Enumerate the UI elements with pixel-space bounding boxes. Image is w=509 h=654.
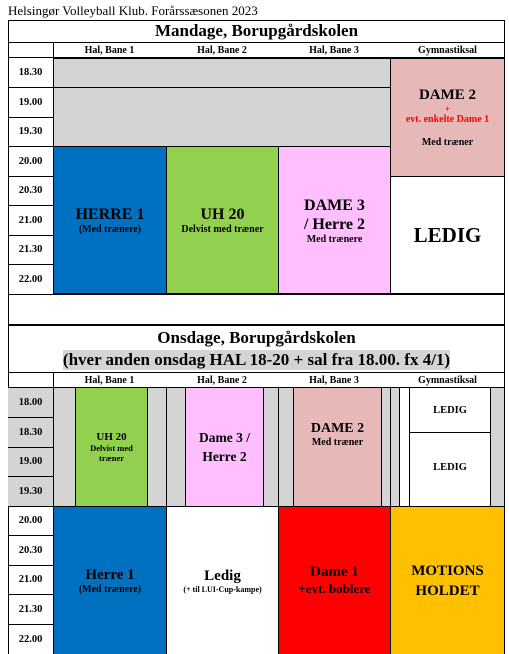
team-note: +evt. boblere	[298, 581, 371, 596]
team-title: UH 20	[200, 205, 245, 223]
time-label: 20.00	[18, 515, 43, 526]
time-label: 20.30	[18, 185, 43, 196]
team-note: (Med trænere)	[78, 583, 142, 595]
time-label: 19.00	[18, 456, 43, 467]
monday-herre1-block	[53, 146, 167, 294]
team-note: Delvist med træner	[90, 443, 133, 463]
wednesday-col-header-bane2: Hal, Bane 2	[197, 374, 247, 386]
team-note: (+ til LUI-Cup-kampe)	[183, 584, 262, 594]
wednesday-empty-slot	[147, 387, 167, 507]
wednesday-empty-slot	[263, 387, 279, 507]
wednesday-col-header-gymnastiksal: Gymnastiksal	[418, 374, 477, 386]
monday-empty-slot	[53, 87, 391, 147]
team-note: Med træner	[311, 436, 364, 448]
time-label: 19.30	[18, 126, 43, 137]
monday-col-header-bane3: Hal, Bane 3	[309, 44, 359, 56]
team-title: Dame 1	[310, 564, 359, 580]
team-title: DAME 3	[304, 196, 365, 214]
wednesday-empty-slot	[53, 387, 76, 507]
time-label: 20.00	[18, 155, 43, 167]
wednesday-herre1-block	[53, 506, 167, 654]
monday-ledig-block	[390, 176, 505, 294]
time-label: 21.00	[18, 214, 43, 226]
team-title: HERRE 1	[75, 205, 145, 223]
time-label: 20.30	[18, 544, 43, 556]
team-title: MOTIONS HOLDET	[411, 562, 484, 599]
team-title: / Herre 2	[303, 215, 365, 233]
monday-heading: Mandage, Borupgårdskolen	[154, 21, 359, 40]
time-label: 21.30	[18, 603, 43, 615]
team-note: Delvist med træner	[181, 223, 264, 235]
wednesday-empty-slot	[390, 387, 400, 507]
time-label: 19.30	[18, 485, 43, 497]
monday-uh20-block	[166, 146, 279, 294]
plus-sign: +	[444, 104, 451, 114]
document-title: Helsingør Volleyball Klub. Forårssæsonen 2023	[8, 3, 258, 18]
monday-col-header-bane1: Hal, Bane 1	[84, 44, 135, 56]
team-title: LEDIG	[433, 404, 467, 416]
time-label: 18.30	[18, 426, 43, 438]
wednesday-dame1-block	[278, 506, 391, 654]
wednesday-ledig-block-bottom	[409, 432, 491, 507]
team-title: LEDIG	[433, 462, 467, 473]
monday-dame3-block	[278, 146, 391, 294]
team-extra: evt. enkelte Dame 1	[405, 114, 490, 125]
wednesday-empty-slot	[490, 387, 505, 507]
time-label: 21.00	[18, 574, 43, 585]
wednesday-dame3-block	[185, 387, 264, 507]
wednesday-dame2-block	[293, 387, 382, 507]
team-note: Med trænere	[306, 233, 363, 245]
team-note: (Med trænere)	[78, 223, 142, 235]
wednesday-empty-slot	[278, 387, 294, 507]
wednesday-empty-slot	[166, 387, 186, 507]
team-title: DAME 2	[418, 87, 477, 103]
wednesday-motion-block	[390, 506, 505, 654]
time-label: 22.00	[18, 633, 43, 645]
wednesday-ledig-block-top	[409, 387, 491, 433]
time-label: 19.00	[18, 96, 43, 108]
time-label: 18.30	[18, 67, 43, 78]
wednesday-uh20-block	[75, 387, 148, 507]
wednesday-col-header-bane1: Hal, Bane 1	[84, 374, 135, 386]
team-title: LEDIG	[413, 222, 482, 247]
wednesday-ledig-block	[166, 506, 279, 654]
monday-col-header-gymnastiksal: Gymnastiksal	[418, 44, 477, 56]
team-title: Herre 1	[85, 566, 135, 583]
monday-empty-slot	[53, 58, 391, 88]
time-label: 18.00	[18, 397, 43, 408]
monday-col-header-bane2: Hal, Bane 2	[197, 44, 247, 56]
team-title: DAME 2	[310, 420, 365, 436]
wednesday-col-header-bane3: Hal, Bane 3	[309, 374, 359, 386]
monday-dame2-block	[390, 58, 505, 177]
team-note: Med træner	[421, 137, 474, 148]
wednesday-heading: Onsdage, Borupgårdskolen	[157, 328, 356, 347]
team-title: Ledig	[204, 567, 241, 584]
team-title: Dame 3 / Herre 2	[199, 430, 250, 464]
time-label: 21.30	[18, 244, 43, 255]
team-title: UH 20	[96, 431, 127, 443]
wednesday-subheading: (hver anden onsdag HAL 18-20 + sal fra 18.00. fx 4/1)	[62, 350, 451, 369]
time-label: 22.00	[18, 273, 43, 285]
